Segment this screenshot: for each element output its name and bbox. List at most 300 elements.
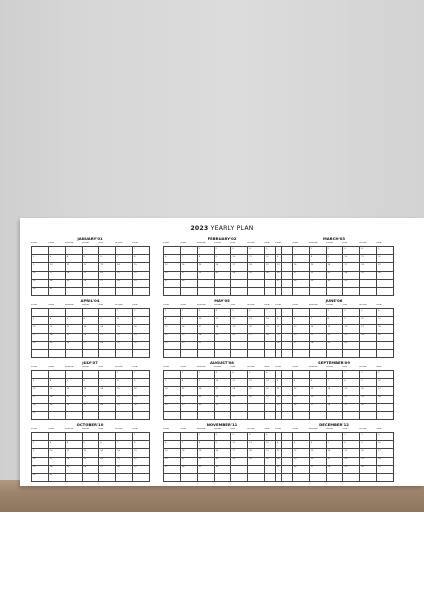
day-cell[interactable] xyxy=(181,396,198,407)
day-cell[interactable] xyxy=(343,350,360,358)
day-cell[interactable] xyxy=(343,412,360,420)
day-cell[interactable] xyxy=(66,334,83,345)
day-cell[interactable] xyxy=(198,371,215,379)
day-cell[interactable] xyxy=(198,255,215,263)
day-cell[interactable] xyxy=(198,263,215,271)
day-cell[interactable] xyxy=(360,449,377,457)
day-cell[interactable] xyxy=(276,387,293,395)
day-cell[interactable] xyxy=(116,458,133,469)
day-cell[interactable] xyxy=(83,342,100,350)
day-cell[interactable] xyxy=(248,387,265,395)
day-cell[interactable] xyxy=(360,379,377,387)
day-cell[interactable] xyxy=(164,466,181,474)
day-cell[interactable] xyxy=(343,441,363,449)
day-cell[interactable] xyxy=(49,255,66,263)
day-cell[interactable] xyxy=(32,255,52,263)
day-cell[interactable] xyxy=(99,371,119,379)
day-cell[interactable] xyxy=(293,325,310,333)
day-cell[interactable] xyxy=(164,371,184,379)
day-cell[interactable] xyxy=(181,272,198,283)
day-cell[interactable] xyxy=(99,458,116,469)
day-cell[interactable] xyxy=(164,350,181,358)
day-cell[interactable] xyxy=(276,404,293,412)
day-cell[interactable] xyxy=(164,387,181,395)
day-cell[interactable] xyxy=(198,350,215,358)
day-cell[interactable] xyxy=(133,288,150,296)
day-cell[interactable] xyxy=(377,272,394,280)
day-cell[interactable] xyxy=(248,433,268,441)
day-cell[interactable] xyxy=(66,449,83,457)
day-cell[interactable] xyxy=(83,317,100,325)
day-cell[interactable] xyxy=(377,263,394,271)
day-cell[interactable] xyxy=(83,387,100,395)
day-cell[interactable] xyxy=(360,272,377,280)
day-cell[interactable] xyxy=(133,334,150,345)
day-cell[interactable] xyxy=(293,412,310,420)
day-cell[interactable] xyxy=(343,396,360,407)
day-cell[interactable] xyxy=(99,280,116,288)
day-cell[interactable] xyxy=(116,325,133,333)
day-cell[interactable] xyxy=(293,255,310,263)
day-cell[interactable] xyxy=(231,263,248,271)
day-cell[interactable] xyxy=(32,458,49,469)
day-cell[interactable] xyxy=(360,396,377,407)
day-cell[interactable] xyxy=(164,263,181,271)
day-cell[interactable] xyxy=(116,272,133,283)
day-cell[interactable] xyxy=(133,404,150,412)
day-cell[interactable] xyxy=(215,449,232,457)
day-cell[interactable] xyxy=(133,387,150,395)
day-cell[interactable] xyxy=(83,412,100,420)
day-cell[interactable] xyxy=(231,371,251,379)
day-cell[interactable] xyxy=(99,325,116,333)
day-cell[interactable] xyxy=(293,334,310,345)
day-cell[interactable] xyxy=(293,288,310,296)
day-cell[interactable] xyxy=(198,334,215,345)
day-cell[interactable] xyxy=(116,263,133,271)
day-cell[interactable] xyxy=(248,334,265,342)
day-cell[interactable] xyxy=(215,263,232,271)
day-cell[interactable] xyxy=(116,396,133,407)
day-cell[interactable] xyxy=(83,325,100,333)
day-cell[interactable] xyxy=(32,272,49,283)
day-cell[interactable] xyxy=(49,272,66,283)
day-cell[interactable] xyxy=(32,371,49,379)
day-cell[interactable] xyxy=(49,280,66,291)
day-cell[interactable] xyxy=(83,280,100,288)
day-cell[interactable] xyxy=(164,255,184,263)
day-cell[interactable] xyxy=(99,396,116,407)
day-cell[interactable] xyxy=(248,325,265,333)
day-cell[interactable] xyxy=(377,474,394,482)
day-cell[interactable] xyxy=(377,280,394,288)
day-cell[interactable] xyxy=(231,309,251,317)
day-cell[interactable] xyxy=(83,288,100,296)
day-cell[interactable] xyxy=(198,474,215,482)
day-cell[interactable] xyxy=(133,317,150,325)
day-cell[interactable] xyxy=(231,396,248,404)
day-cell[interactable] xyxy=(116,309,136,317)
day-cell[interactable] xyxy=(32,288,49,296)
day-cell[interactable] xyxy=(83,263,100,271)
day-cell[interactable] xyxy=(215,309,232,317)
day-cell[interactable] xyxy=(377,412,394,420)
day-cell[interactable] xyxy=(99,288,116,296)
day-cell[interactable] xyxy=(181,441,198,449)
day-cell[interactable] xyxy=(164,280,181,288)
day-cell[interactable] xyxy=(181,247,198,255)
day-cell[interactable] xyxy=(327,404,344,412)
day-cell[interactable] xyxy=(116,433,136,441)
day-cell[interactable] xyxy=(343,449,360,457)
day-cell[interactable] xyxy=(231,334,248,342)
day-cell[interactable] xyxy=(293,466,310,474)
day-cell[interactable] xyxy=(49,449,66,457)
day-cell[interactable] xyxy=(116,449,133,457)
day-cell[interactable] xyxy=(164,317,184,325)
day-cell[interactable] xyxy=(248,474,265,482)
day-cell[interactable] xyxy=(276,441,296,449)
day-cell[interactable] xyxy=(377,449,394,457)
day-cell[interactable] xyxy=(293,317,310,325)
day-cell[interactable] xyxy=(116,288,133,296)
day-cell[interactable] xyxy=(310,449,327,457)
day-cell[interactable] xyxy=(133,396,150,407)
day-cell[interactable] xyxy=(99,441,119,449)
day-cell[interactable] xyxy=(327,441,344,449)
day-cell[interactable] xyxy=(66,433,83,441)
day-cell[interactable] xyxy=(99,263,116,271)
day-cell[interactable] xyxy=(343,247,363,255)
day-cell[interactable] xyxy=(164,288,181,296)
day-cell[interactable] xyxy=(164,396,181,407)
day-cell[interactable] xyxy=(133,247,150,255)
day-cell[interactable] xyxy=(276,466,293,474)
day-cell[interactable] xyxy=(310,280,327,288)
day-cell[interactable] xyxy=(116,371,136,379)
day-cell[interactable] xyxy=(310,247,327,255)
day-cell[interactable] xyxy=(99,466,116,474)
day-cell[interactable] xyxy=(49,371,66,379)
day-cell[interactable] xyxy=(360,317,377,325)
day-cell[interactable] xyxy=(231,379,248,387)
day-cell[interactable] xyxy=(248,255,265,263)
day-cell[interactable] xyxy=(327,247,344,255)
day-cell[interactable] xyxy=(215,317,232,325)
day-cell[interactable] xyxy=(343,309,363,317)
day-cell[interactable] xyxy=(198,280,215,288)
day-cell[interactable] xyxy=(248,396,265,404)
day-cell[interactable] xyxy=(343,458,360,469)
day-cell[interactable] xyxy=(49,309,66,317)
day-cell[interactable] xyxy=(164,247,181,255)
day-cell[interactable] xyxy=(293,441,310,449)
day-cell[interactable] xyxy=(231,458,248,466)
day-cell[interactable] xyxy=(198,466,215,474)
day-cell[interactable] xyxy=(133,449,150,457)
day-cell[interactable] xyxy=(343,288,360,296)
day-cell[interactable] xyxy=(66,441,83,449)
day-cell[interactable] xyxy=(164,412,181,420)
day-cell[interactable] xyxy=(49,441,66,449)
day-cell[interactable] xyxy=(215,441,232,449)
day-cell[interactable] xyxy=(310,412,327,420)
day-cell[interactable] xyxy=(377,466,394,474)
day-cell[interactable] xyxy=(49,325,66,333)
day-cell[interactable] xyxy=(343,280,360,288)
day-cell[interactable] xyxy=(181,387,198,395)
day-cell[interactable] xyxy=(181,255,198,263)
day-cell[interactable] xyxy=(164,272,181,283)
day-cell[interactable] xyxy=(377,371,394,379)
day-cell[interactable] xyxy=(198,317,215,325)
day-cell[interactable] xyxy=(343,334,360,345)
day-cell[interactable] xyxy=(293,379,310,387)
day-cell[interactable] xyxy=(276,458,293,469)
day-cell[interactable] xyxy=(327,334,344,345)
day-cell[interactable] xyxy=(49,474,66,482)
day-cell[interactable] xyxy=(276,255,296,263)
day-cell[interactable] xyxy=(310,288,327,296)
day-cell[interactable] xyxy=(276,280,293,288)
day-cell[interactable] xyxy=(198,449,215,457)
day-cell[interactable] xyxy=(360,288,377,296)
day-cell[interactable] xyxy=(32,404,49,415)
day-cell[interactable] xyxy=(116,255,136,263)
day-cell[interactable] xyxy=(83,441,100,449)
day-cell[interactable] xyxy=(310,317,327,325)
day-cell[interactable] xyxy=(181,342,198,350)
day-cell[interactable] xyxy=(181,325,198,333)
day-cell[interactable] xyxy=(248,342,265,350)
day-cell[interactable] xyxy=(181,379,198,387)
day-cell[interactable] xyxy=(164,325,181,333)
day-cell[interactable] xyxy=(310,404,327,412)
day-cell[interactable] xyxy=(133,474,150,482)
day-cell[interactable] xyxy=(116,350,133,358)
day-cell[interactable] xyxy=(276,288,293,296)
day-cell[interactable] xyxy=(181,334,198,345)
day-cell[interactable] xyxy=(116,379,136,387)
day-cell[interactable] xyxy=(32,350,49,358)
day-cell[interactable] xyxy=(133,342,150,350)
day-cell[interactable] xyxy=(231,350,248,358)
day-cell[interactable] xyxy=(343,379,363,387)
day-cell[interactable] xyxy=(83,379,100,387)
day-cell[interactable] xyxy=(164,433,181,441)
day-cell[interactable] xyxy=(66,458,83,469)
day-cell[interactable] xyxy=(276,342,293,350)
day-cell[interactable] xyxy=(198,247,215,255)
day-cell[interactable] xyxy=(49,379,66,387)
day-cell[interactable] xyxy=(276,379,296,387)
day-cell[interactable] xyxy=(133,255,150,263)
day-cell[interactable] xyxy=(116,317,136,325)
day-cell[interactable] xyxy=(310,441,327,449)
day-cell[interactable] xyxy=(215,255,232,263)
day-cell[interactable] xyxy=(116,342,133,350)
day-cell[interactable] xyxy=(293,474,310,482)
day-cell[interactable] xyxy=(99,342,116,350)
day-cell[interactable] xyxy=(49,247,66,255)
day-cell[interactable] xyxy=(343,255,360,263)
day-cell[interactable] xyxy=(377,334,394,342)
day-cell[interactable] xyxy=(293,309,310,317)
day-cell[interactable] xyxy=(343,433,363,441)
day-cell[interactable] xyxy=(49,458,66,469)
day-cell[interactable] xyxy=(66,342,83,350)
day-cell[interactable] xyxy=(231,280,248,288)
day-cell[interactable] xyxy=(198,288,215,296)
day-cell[interactable] xyxy=(360,342,377,350)
day-cell[interactable] xyxy=(66,371,83,379)
day-cell[interactable] xyxy=(327,317,344,325)
day-cell[interactable] xyxy=(133,350,150,358)
day-cell[interactable] xyxy=(231,288,248,296)
day-cell[interactable] xyxy=(327,433,344,441)
day-cell[interactable] xyxy=(360,441,377,449)
day-cell[interactable] xyxy=(293,458,310,469)
day-cell[interactable] xyxy=(32,309,49,317)
day-cell[interactable] xyxy=(99,350,116,358)
day-cell[interactable] xyxy=(133,371,150,379)
day-cell[interactable] xyxy=(66,387,83,395)
day-cell[interactable] xyxy=(231,433,251,441)
day-cell[interactable] xyxy=(327,263,344,271)
day-cell[interactable] xyxy=(32,280,49,291)
day-cell[interactable] xyxy=(327,255,344,263)
day-cell[interactable] xyxy=(83,247,100,255)
day-cell[interactable] xyxy=(49,404,66,412)
day-cell[interactable] xyxy=(343,404,360,412)
day-cell[interactable] xyxy=(343,325,360,333)
day-cell[interactable] xyxy=(198,325,215,333)
day-cell[interactable] xyxy=(276,449,293,457)
day-cell[interactable] xyxy=(293,263,310,271)
day-cell[interactable] xyxy=(377,441,394,449)
day-cell[interactable] xyxy=(360,350,377,358)
day-cell[interactable] xyxy=(164,309,184,317)
day-cell[interactable] xyxy=(99,309,119,317)
day-cell[interactable] xyxy=(360,474,377,482)
day-cell[interactable] xyxy=(231,441,248,449)
day-cell[interactable] xyxy=(377,325,394,333)
day-cell[interactable] xyxy=(181,466,198,474)
day-cell[interactable] xyxy=(116,334,133,345)
day-cell[interactable] xyxy=(32,263,49,271)
day-cell[interactable] xyxy=(181,412,198,420)
day-cell[interactable] xyxy=(116,474,133,482)
day-cell[interactable] xyxy=(66,272,83,283)
day-cell[interactable] xyxy=(32,412,49,420)
day-cell[interactable] xyxy=(231,412,248,420)
day-cell[interactable] xyxy=(133,272,150,283)
day-cell[interactable] xyxy=(181,458,198,469)
day-cell[interactable] xyxy=(32,379,52,387)
day-cell[interactable] xyxy=(248,280,265,288)
day-cell[interactable] xyxy=(164,334,181,345)
day-cell[interactable] xyxy=(360,247,380,255)
day-cell[interactable] xyxy=(32,433,49,441)
day-cell[interactable] xyxy=(343,474,360,482)
day-cell[interactable] xyxy=(327,309,344,317)
day-cell[interactable] xyxy=(181,309,198,317)
day-cell[interactable] xyxy=(377,288,394,296)
day-cell[interactable] xyxy=(32,342,49,350)
day-cell[interactable] xyxy=(133,325,150,333)
day-cell[interactable] xyxy=(66,247,83,255)
day-cell[interactable] xyxy=(83,255,100,263)
day-cell[interactable] xyxy=(360,255,377,263)
day-cell[interactable] xyxy=(198,342,215,350)
day-cell[interactable] xyxy=(198,272,215,280)
day-cell[interactable] xyxy=(99,474,116,482)
day-cell[interactable] xyxy=(276,412,293,420)
day-cell[interactable] xyxy=(360,412,377,420)
day-cell[interactable] xyxy=(215,272,232,280)
day-cell[interactable] xyxy=(32,474,49,482)
day-cell[interactable] xyxy=(198,458,215,469)
day-cell[interactable] xyxy=(215,379,232,387)
day-cell[interactable] xyxy=(133,379,150,387)
day-cell[interactable] xyxy=(66,288,83,296)
day-cell[interactable] xyxy=(377,404,394,412)
day-cell[interactable] xyxy=(377,387,394,395)
day-cell[interactable] xyxy=(377,309,394,317)
day-cell[interactable] xyxy=(32,466,49,477)
day-cell[interactable] xyxy=(215,387,232,395)
day-cell[interactable] xyxy=(360,433,380,441)
day-cell[interactable] xyxy=(116,387,133,395)
day-cell[interactable] xyxy=(327,325,344,333)
day-cell[interactable] xyxy=(66,350,83,358)
day-cell[interactable] xyxy=(360,325,377,333)
day-cell[interactable] xyxy=(377,350,394,358)
day-cell[interactable] xyxy=(215,466,232,474)
day-cell[interactable] xyxy=(343,317,360,325)
day-cell[interactable] xyxy=(215,404,232,412)
day-cell[interactable] xyxy=(377,247,394,255)
day-cell[interactable] xyxy=(66,412,83,420)
day-cell[interactable] xyxy=(377,342,394,350)
day-cell[interactable] xyxy=(83,272,100,283)
day-cell[interactable] xyxy=(198,404,215,412)
day-cell[interactable] xyxy=(231,342,248,350)
day-cell[interactable] xyxy=(310,371,327,379)
day-cell[interactable] xyxy=(327,474,344,482)
day-cell[interactable] xyxy=(343,387,360,395)
day-cell[interactable] xyxy=(248,317,265,325)
day-cell[interactable] xyxy=(248,309,268,317)
day-cell[interactable] xyxy=(310,350,327,358)
day-cell[interactable] xyxy=(377,317,394,325)
day-cell[interactable] xyxy=(83,458,100,469)
day-cell[interactable] xyxy=(276,474,293,482)
day-cell[interactable] xyxy=(198,387,215,395)
day-cell[interactable] xyxy=(293,280,310,288)
day-cell[interactable] xyxy=(327,371,344,379)
day-cell[interactable] xyxy=(293,433,310,441)
day-cell[interactable] xyxy=(83,334,100,345)
day-cell[interactable] xyxy=(327,387,344,395)
day-cell[interactable] xyxy=(198,433,215,441)
day-cell[interactable] xyxy=(360,404,377,412)
day-cell[interactable] xyxy=(293,350,310,358)
day-cell[interactable] xyxy=(83,396,100,407)
day-cell[interactable] xyxy=(83,404,100,412)
day-cell[interactable] xyxy=(310,334,327,345)
day-cell[interactable] xyxy=(133,433,150,441)
